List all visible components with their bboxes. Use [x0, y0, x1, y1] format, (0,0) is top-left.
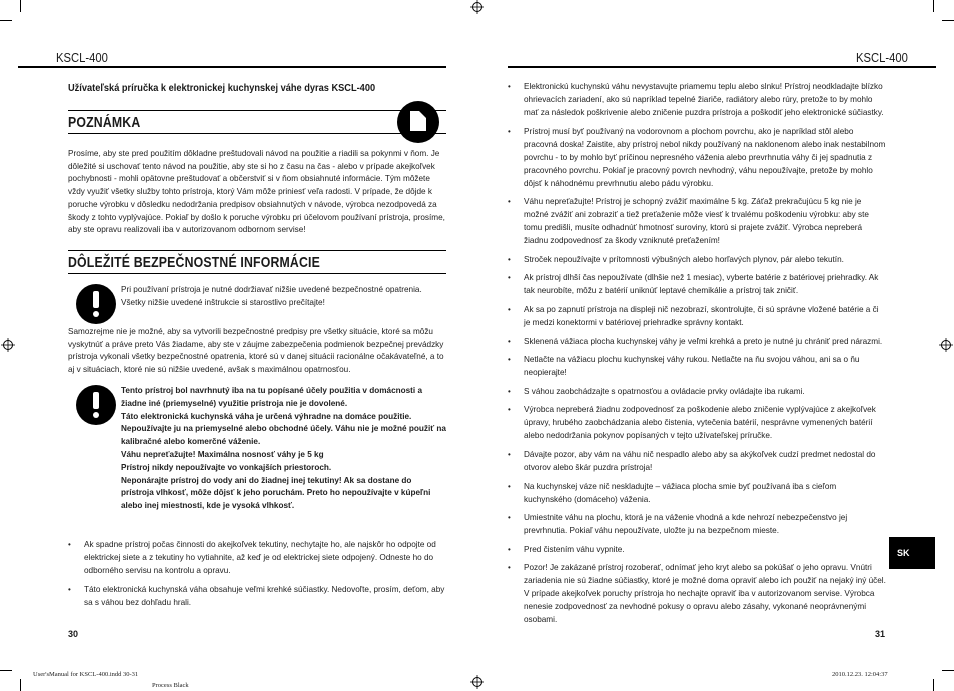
- note-icon: [397, 101, 439, 143]
- section-rule: [68, 110, 446, 111]
- list-item: • Váhu nepreťažujte! Prístroj je schopný zvážiť maximálne 5 kg. Záťaž prekračujúcu 5 kg nie je možné zvážiť ani zobraziť a tiež preťaženie môže viesť k trvalému poškodeniu výrobku: aby ste tomu predišli, musíte odhadnúť hmotnosť suroviny, ktorú si prajete zvážiť. Výrobca nepreberá žiadnu zodpovednosť za škody vzniknuté preťažením!: [508, 195, 886, 247]
- list-item: • Stroček nepoužívajte v prítomnosti výbušných alebo horľavých plynov, pár alebo tekutín.: [508, 253, 886, 266]
- bold-warning: Neponárajte prístroj do vody ani do žiadnej inej tekutiny! Ak sa dostane do prístroja vlhkosť, môže dôjsť k jeho poruchám. Preto ho nepoužívajte v kúpeľni alebo inej miestnosti, kde je vysoká vlhkosť.: [121, 475, 431, 511]
- crop-mark: [942, 670, 954, 671]
- slug-timestamp: 2010.12.23. 12:04:37: [832, 671, 888, 678]
- list-item: • Pred čistením váhu vypnite.: [508, 543, 886, 556]
- list-item: • Ak prístroj dlhší čas nepoužívate (dlhšie než 1 mesiac), vyberte batérie z batériovej priehradky. Ak tak neurobíte, môžu z batérií uniknúť leptavé chemikálie a prístroj tak zničiť.: [508, 271, 886, 297]
- crop-mark: [0, 670, 12, 671]
- crop-mark: [942, 20, 954, 21]
- page-number-right: 31: [875, 629, 886, 639]
- list-item: • Táto elektronická kuchynská váha obsahuje veľmi krehké súčiastky. Nedovoľte, prosím, deťom, aby sa s váhou bez dohľadu hrali.: [68, 583, 446, 609]
- list-item: • Elektronickú kuchynskú váhu nevystavujte priamemu teplu alebo slnku! Prístroj neodkladajte blízko ohrievacích zariadení, ako sú napríklad tepelné žiariče, radiátory alebo rúry, pretože to by mohlo mať za následok poškrivenie alebo zničenie puzdra prístroja a poškodiť jeho elektronické súčiastky.: [508, 80, 886, 119]
- list-item: • Dávajte pozor, aby vám na váhu nič nespadlo alebo aby sa akýkoľvek cudzí predmet nedostal do otvorov alebo škár puzdra prístroja!: [508, 448, 886, 474]
- crop-mark: [933, 679, 934, 691]
- crop-mark: [20, 679, 21, 691]
- crop-mark: [20, 0, 21, 12]
- list-item: • Ak sa po zapnutí prístroja na displeji nič nezobrazí, skontrolujte, či sú správne vložené batérie a či je medzi konektormi v batériovej priehradke správny kontakt.: [508, 303, 886, 329]
- bold-warning: Tento prístroj bol navrhnutý iba na tu popísané účely použitia v domácnosti a žiadne iné (priemyselné) využitie prístroja nie je dovolené.: [121, 386, 423, 408]
- registration-mark-icon: [470, 675, 484, 689]
- bold-warnings: [121, 385, 446, 513]
- bold-warning: Táto elektronická kuchynská váha je určená výhradne na domáce použitie. Nepoužívajte ju na priemyselné alebo obchodné účely. Váhu nie je možné použiť na kalibračné alebo komerčné váženie.: [121, 411, 446, 447]
- safety-paragraph: Samozrejme nie je možné, aby sa vytvorili bezpečnostné predpisy pre všetky situácie, ktoré sa môžu vyskytnúť a práve preto Vás žiadame, aby ste v záujme zabezpečenia podmienok bezpečnej prevádzky prístroja vykonali všetky bezpečnostné opatrenia, ktoré sú v danej situácii racionálne očakávateľné, a to aj v situáciach, ktoré nie sú nižšie uvedené, avšak s maximálnou opatrnosťou.: [68, 327, 444, 375]
- safety-intro: Pri používaní prístroja je nutné dodržiavať nižšie uvedené bezpečnostné opatrenia. Všetky nižšie uvedené inštrukcie si starostlivo prečítajte!: [121, 285, 422, 307]
- right-bullet-list: [508, 80, 886, 632]
- section-rule: [68, 273, 446, 274]
- safety-heading: DÔLEŽITÉ BEZPEČNOSTNÉ INFORMÁCIE: [68, 254, 320, 271]
- list-item: • Netlačte na vážiacu plochu kuchynskej váhy rukou. Netlačte na ňu svojou váhou, ani sa o ňu neopierajte!: [508, 353, 886, 379]
- warning-icon: [76, 385, 116, 425]
- note-heading: POZNÁMKA: [68, 114, 141, 131]
- list-item: • S váhou zaobchádzajte s opatrnosťou a ovládacie prvky ovládajte iba rukami.: [508, 385, 886, 398]
- page-number-left: 30: [68, 629, 79, 639]
- warning-icon: [76, 284, 116, 324]
- list-item: • Výrobca nepreberá žiadnu zodpovednosť za poškodenie alebo zničenie vyplývajúce z akejkoľvek úpravy, hrubého zaobchádzania alebo čistenia, vytečenia batérií, nesprávne vymenených batérií alebo nedodržania pokynov popísaných v tejto užívateľskej príručke.: [508, 403, 886, 442]
- list-item: • Sklenená vážiaca plocha kuchynskej váhy je veľmi krehká a preto je nutné ju chrániť pred nárazmi.: [508, 335, 886, 348]
- model-header-right: KSCL-400: [856, 51, 908, 65]
- left-bullet-list: [68, 538, 446, 614]
- slug-filename: User'sManual for KSCL-400.indd 30-31: [33, 671, 139, 678]
- crop-mark: [0, 20, 12, 21]
- slug-process: Process Black: [152, 682, 189, 689]
- language-tab: SK: [889, 537, 935, 569]
- document-title: Užívateľská príručka k elektronickej kuchynskej váhe dyras KSCL-400: [68, 82, 376, 94]
- registration-mark-icon: [470, 0, 484, 14]
- registration-mark-icon: [939, 338, 953, 352]
- bold-warning: Váhu nepreťažujte! Maximálna nosnosť váhy je 5 kg: [121, 449, 324, 459]
- list-item: • Pozor! Je zakázané prístroj rozoberať, odnímať jeho kryt alebo sa pokúšať o jeho opravu. Vnútri zariadenia nie sú žiadne súčiastky, ktoré je možné doma opraviť alebo ich použiť na nejaký iný účel. V prípade akejkoľvek poruchy prístroja ho nechajte opraviť iba v autorizovanom servise. Výrobca nenesie zodpovednosť za nevhodné pokusy o opravu alebo zásahy, vykonané neoprávnenými osobami.: [508, 561, 886, 626]
- header-rule: [508, 66, 936, 68]
- registration-mark-icon: [1, 338, 15, 352]
- section-rule: [68, 250, 446, 251]
- crop-mark: [933, 0, 934, 12]
- section-rule: [68, 133, 446, 134]
- bold-warning: Prístroj nikdy nepoužívajte vo vonkajších priestoroch.: [121, 462, 332, 472]
- model-header-left: KSCL-400: [56, 51, 108, 65]
- list-item: • Ak spadne prístroj počas činnosti do akejkoľvek tekutiny, nechytajte ho, ale najskôr ho odpojte od elektrickej siete a z tekutiny ho vytiahnite, až keď je od elektrickej siete odpojený. Odneste ho do odborného servisu na kontrolu a opravu.: [68, 538, 446, 577]
- list-item: • Na kuchynskej váze nič neskladujte – vážiaca plocha smie byť používaná iba s cieľom kuchynského (domáceho) váženia.: [508, 480, 886, 506]
- note-paragraph: Prosíme, aby ste pred použitím dôkladne preštudovali návod na použitie a riadili sa pokynmi v ňom. Je dôležité si uschovať tento návod na použitie, aby ste si ho z času na čas - alebo v prípade akejkoľvek pochybnosti - mohli opätovne preštudovať a občerstviť si v ňom obsiahnuté informácie. Tým môžete vždy využiť všetky služby tohto prístroja, ktorý Vám môže priniesť veľa radosti. V prípade, že dôjde k poruche výrobku v dôsledku nedodržania predpisov obsiahnutých v návode, výrobca nezodpovedá za škody z tohto vyplývajúce. Pokiaľ by došlo k poruche výrobku pri účelovom používaní prístroja, prosíme, aby ste opravu realizovali iba v autorizovanom odbornom servise!: [68, 149, 445, 235]
- list-item: • Prístroj musí byť používaný na vodorovnom a plochom povrchu, ako je napríklad stôl alebo pracovná doska! Zaistite, aby prístroj nebol nikdy používaný na naklonenom alebo inak nestabilnom povrchu - to by mohlo byť príčinou nepresného váženia alebo prevrhnutia váhy či jej spadnutia z pracovného povrchu. Pokiaľ je pracovný povrch nevhodný, váhu nepoužívajte, pretože by mohlo dôjsť k náhodnému prevrhnutiu alebo pádu výrobku.: [508, 125, 886, 190]
- list-item: • Umiestnite váhu na plochu, ktorá je na váženie vhodná a kde nehrozí nebezpečenstvo jej prevrhnutia. Pokiaľ váhu nepoužívate, uložte ju na bezpečnom mieste.: [508, 511, 886, 537]
- header-rule: [18, 66, 446, 68]
